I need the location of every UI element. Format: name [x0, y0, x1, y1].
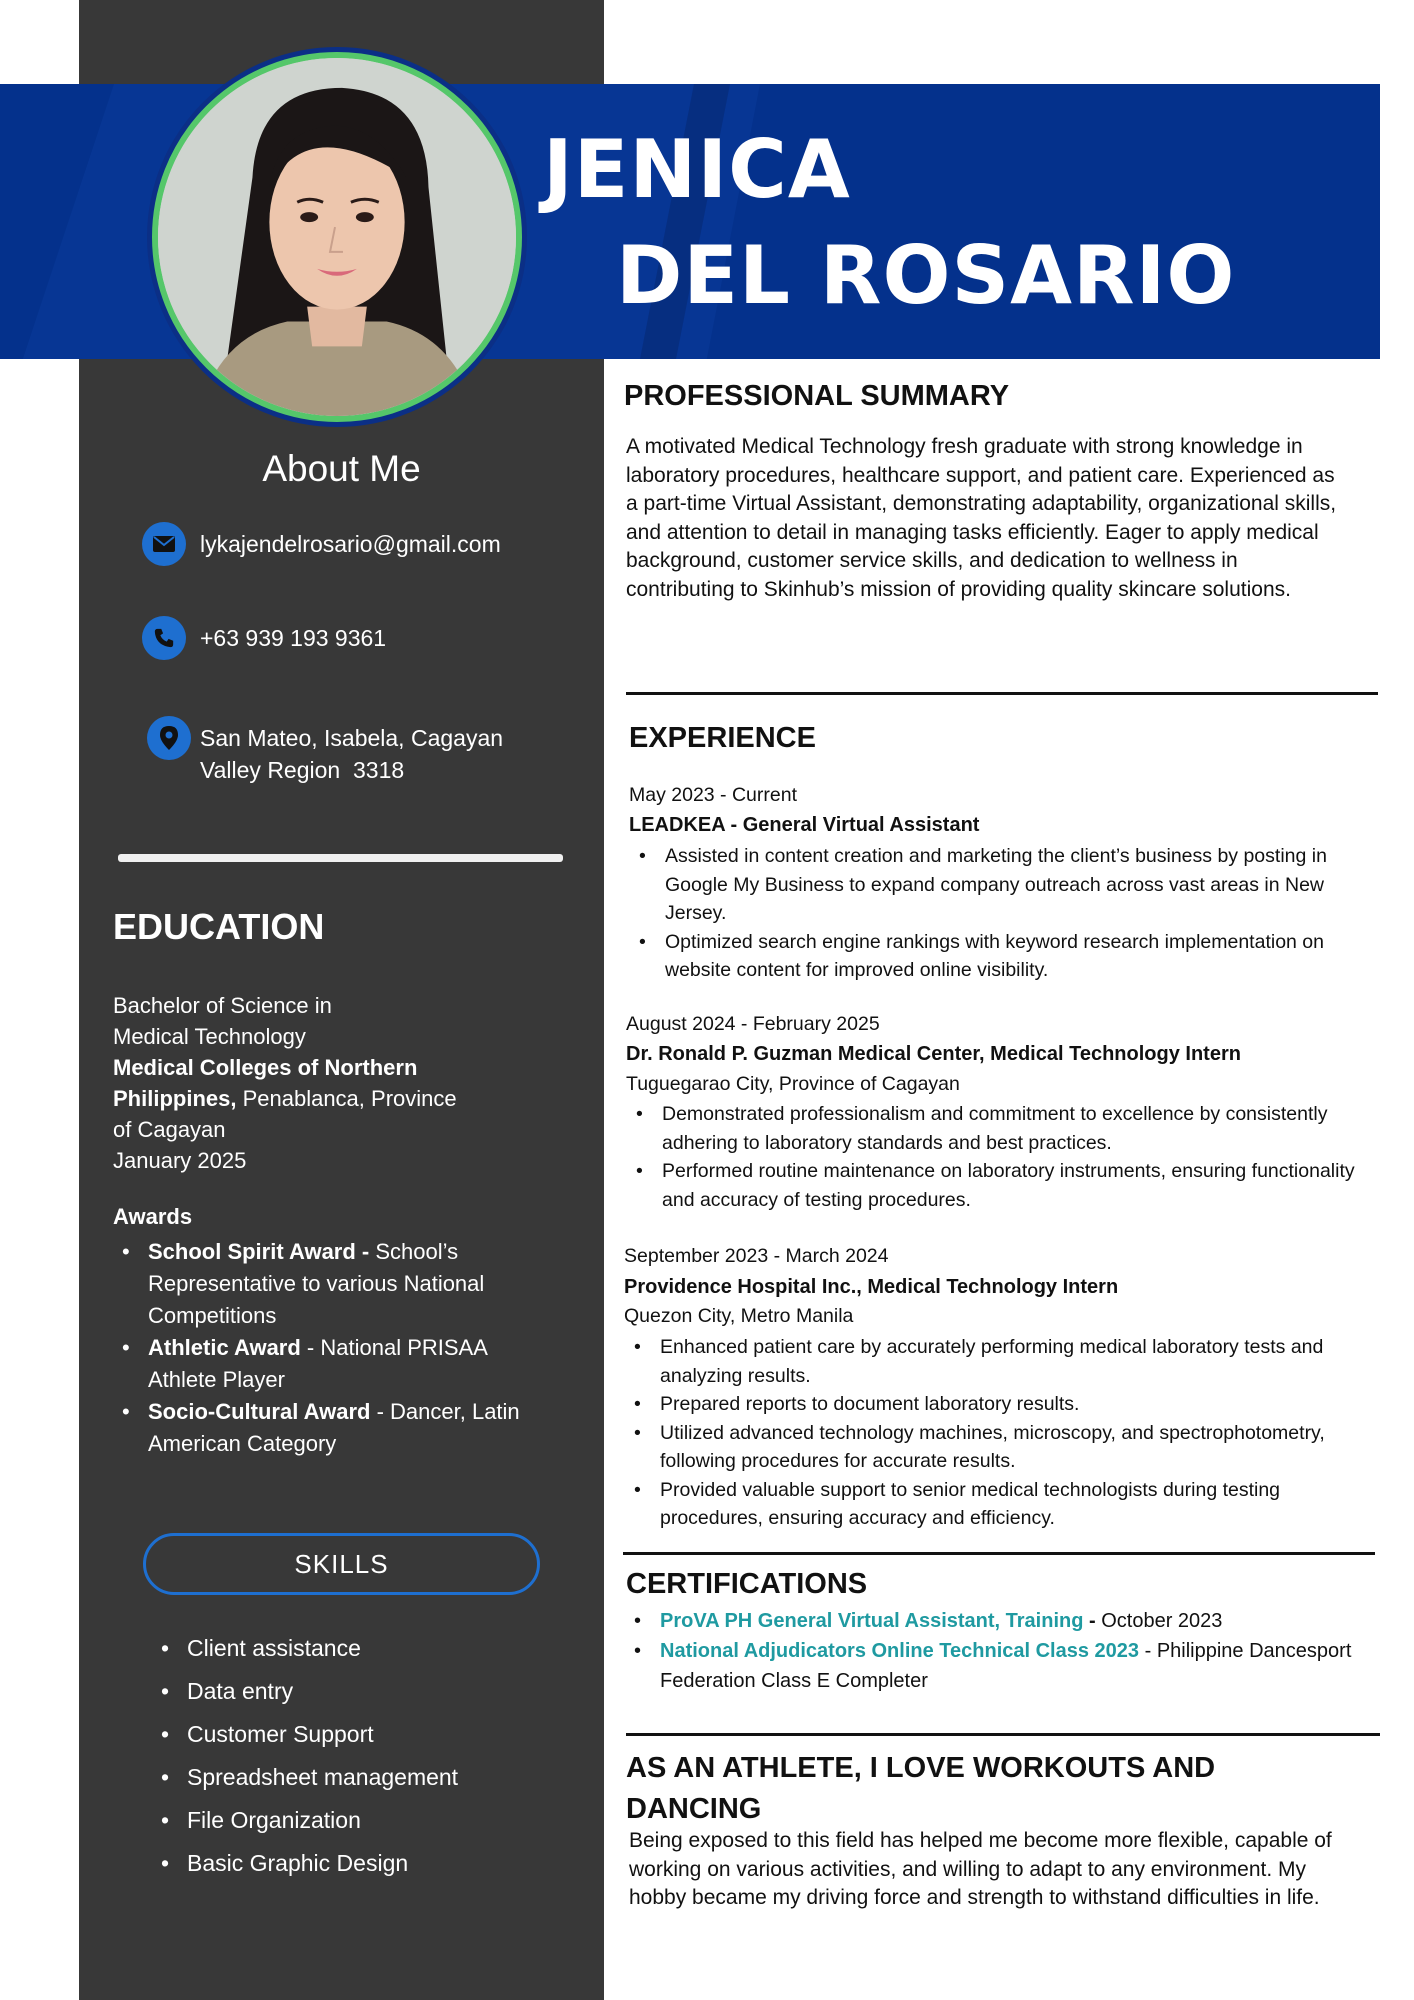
job-3-title: Providence Hospital Inc., Medical Technology Intern	[624, 1276, 1119, 1298]
school-location: Penablanca, Province	[236, 1086, 457, 1111]
first-name: JENICA	[543, 123, 851, 216]
awards-list	[112, 1236, 542, 1460]
skill-item: • Basic Graphic Design	[151, 1842, 458, 1885]
certifications-list	[624, 1606, 1369, 1696]
job-1-date: May 2023 - Current	[629, 784, 797, 806]
certifications-divider	[626, 1733, 1380, 1736]
school-name-end: Philippines,	[113, 1086, 237, 1111]
certification-name: ProVA PH General Virtual Assistant, Training	[660, 1610, 1084, 1632]
award-item	[112, 1332, 542, 1396]
education-entry	[113, 990, 533, 1176]
award-name: School Spirit Award -	[148, 1239, 370, 1264]
certification-detail: October 2023	[1101, 1610, 1223, 1632]
job-bullet: • Optimized search engine rankings with keyword research implementation on website content for improved online visibility.	[629, 928, 1369, 985]
award-item	[112, 1396, 542, 1460]
job-bullet: • Demonstrated professionalism and commitment to excellence by consistently adhering to laboratory standards and best practices.	[626, 1100, 1371, 1157]
job-2-location: Tuguegarao City, Province of Cagayan	[626, 1073, 960, 1095]
award-desc: - National PRISAA Athlete Player	[148, 1335, 487, 1392]
phone-icon	[142, 616, 186, 660]
job-bullet: • Utilized advanced technology machines, microscopy, and spectrophotometry, following procedures for accurate results.	[624, 1419, 1364, 1476]
school-line-2	[113, 1083, 533, 1114]
summary-divider	[626, 692, 1378, 695]
about-me-title: About Me	[262, 448, 421, 489]
skill-item: • File Organization	[151, 1799, 458, 1842]
job-bullet: • Performed routine maintenance on laboratory instruments, ensuring functionality and accuracy of testing procedures.	[626, 1157, 1371, 1214]
job-bullet: • Prepared reports to document laboratory results.	[624, 1390, 1364, 1419]
job-2-bullets	[626, 1100, 1371, 1214]
award-item	[112, 1236, 542, 1332]
job-bullet: • Assisted in content creation and marketing the client’s business by posting in Google My Business to expand company outreach across vast areas in New Jersey.	[629, 842, 1369, 928]
job-2-date: August 2024 - February 2025	[626, 1013, 880, 1035]
skill-item: • Customer Support	[151, 1713, 458, 1756]
certification-sep: -	[1083, 1610, 1102, 1632]
address-line-2: Valley Region 3318	[200, 757, 405, 783]
award-name: Socio-Cultural Award	[148, 1399, 371, 1424]
job-3-location: Quezon City, Metro Manila	[624, 1305, 854, 1327]
sidebar-divider	[118, 854, 563, 862]
skill-item: • Client assistance	[151, 1627, 458, 1670]
job-1-title: LEADKEA - General Virtual Assistant	[629, 814, 980, 836]
skills-title: SKILLS	[143, 1533, 540, 1595]
graduation-date: January 2025	[113, 1148, 247, 1173]
award-name: Athletic Award	[148, 1335, 301, 1360]
awards-title: Awards	[113, 1204, 193, 1229]
certifications-title: CERTIFICATIONS	[626, 1568, 868, 1600]
phone-text: +63 939 193 9361	[200, 625, 387, 651]
school-line-1: Medical Colleges of Northern	[113, 1055, 418, 1080]
hobby-text: Being exposed to this field has helped me become more flexible, capable of working on various activities, and willing to adapt to any environment. My hobby became my driving force and strength to withstand difficulties in life.	[629, 1829, 1332, 1909]
hobby-title: AS AN ATHLETE, I LOVE WORKOUTS AND DANCING	[626, 1752, 1216, 1825]
certification-detail: Philippine Dancesport Federation Class E Completer	[660, 1640, 1352, 1692]
profile-photo	[152, 52, 522, 422]
phone-row	[142, 622, 580, 660]
education-title: EDUCATION	[113, 906, 325, 947]
email-icon	[142, 522, 186, 566]
job-bullet: • Enhanced patient care by accurately performing medical laboratory tests and analyzing results.	[624, 1333, 1364, 1390]
experience-title: EXPERIENCE	[629, 722, 816, 754]
degree-line-2: Medical Technology	[113, 1024, 306, 1049]
job-1-bullets	[629, 842, 1369, 985]
address-row	[142, 722, 580, 786]
job-3-bullets	[624, 1333, 1364, 1533]
experience-divider	[623, 1552, 1375, 1555]
degree-line-1: Bachelor of Science in	[113, 993, 332, 1018]
job-bullet: • Provided valuable support to senior medical technologists during testing procedures, ensuring accuracy and efficiency.	[624, 1476, 1364, 1533]
last-name: DEL ROSARIO	[616, 229, 1236, 322]
email-text: lykajendelrosario@gmail.com	[200, 531, 501, 557]
portrait-illustration	[158, 58, 516, 416]
certification-item	[624, 1636, 1369, 1696]
email-row	[142, 528, 580, 566]
job-2-title: Dr. Ronald P. Guzman Medical Center, Medical Technology Intern	[626, 1043, 1241, 1065]
certification-item	[624, 1606, 1369, 1636]
skill-item: • Spreadsheet management	[151, 1756, 458, 1799]
award-desc: School’s Representative to various National Competitions	[148, 1239, 485, 1328]
certification-sep: -	[1139, 1640, 1157, 1662]
job-3-date: September 2023 - March 2024	[624, 1245, 889, 1267]
address-text	[200, 722, 580, 786]
profile-photo-frame	[147, 47, 527, 427]
school-line-3: of Cagayan	[113, 1117, 226, 1142]
address-line-1: San Mateo, Isabela, Cagayan	[200, 725, 504, 751]
summary-text: A motivated Medical Technology fresh graduate with strong knowledge in laboratory procedures, healthcare support, and patient care. Experienced as a part-time Virtual Assistant, demonstrating adaptability, organizational skills, and attention to detail in managing tasks efficiently. Eager to apply medical background, customer service skills, and dedication to wellness in contributing to Skinhub’s mission of providing quality skincare solutions.	[626, 435, 1337, 601]
certification-name: National Adjudicators Online Technical Class 2023	[660, 1640, 1140, 1662]
summary-title: PROFESSIONAL SUMMARY	[624, 380, 1010, 412]
location-pin-icon	[147, 716, 191, 760]
skills-list	[151, 1627, 458, 1885]
skill-item: • Data entry	[151, 1670, 458, 1713]
award-desc: - Dancer, Latin American Category	[148, 1399, 520, 1456]
